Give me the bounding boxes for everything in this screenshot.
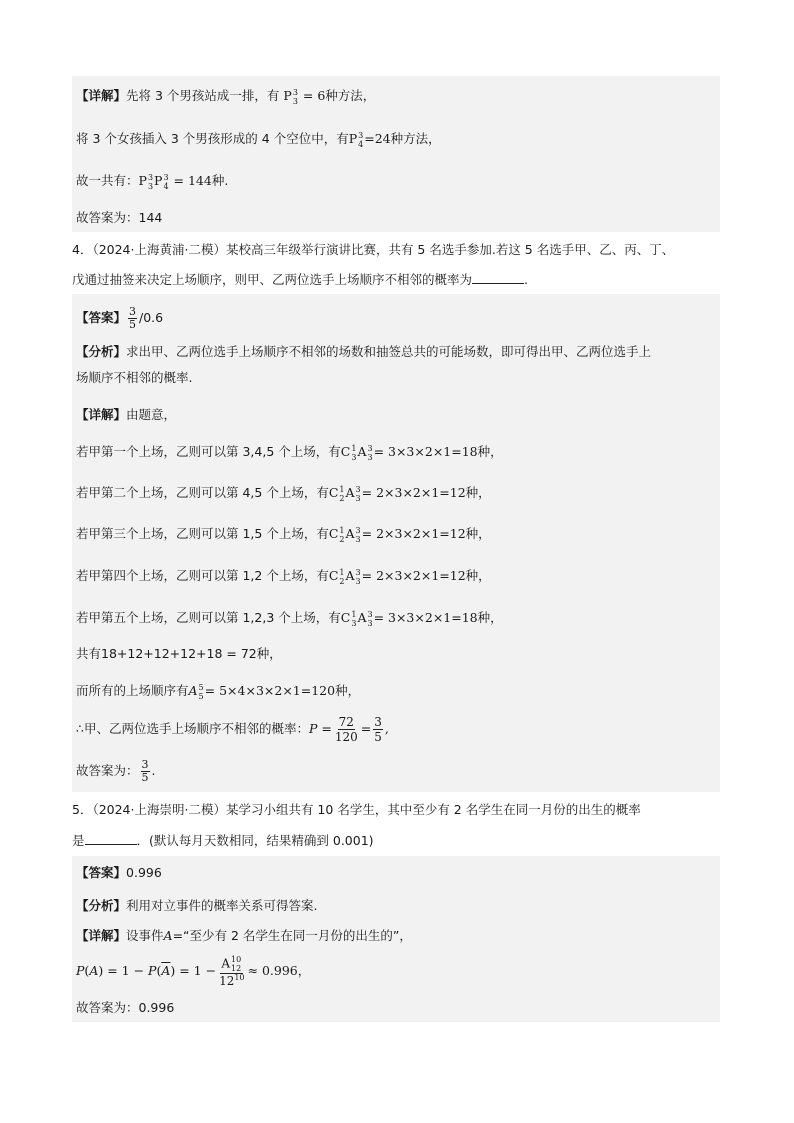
fraction-a12-10: A 10 12 $12^{10}$ [219,955,245,988]
math-product: P 3 3 P 3 4 = 144 [138,172,212,191]
fraction-3-5-c: $\frac{3}{5}$ [141,758,149,784]
q4-case-3: 若甲第三个上场，乙则可以第 1,5 个上场，有C 1 2 A 3 3 = 2×3×2×1=12种， [76,525,491,544]
q5-formula: $P(A) = 1 - P(\overline{A}) = 1$ − A 10 12 $12^{10}$ ≈ 0.996， [76,955,311,988]
q4-answer: 【答案】 $\frac{3}{5}$ /0.6 [76,305,164,331]
q4-final-answer: 故答案为： $\frac{3}{5}$ . [76,758,156,784]
math-p33: P 3 3 = 6 [283,87,326,106]
q4-stem-line-2: 戊通过抽签来决定上场顺序，则甲、乙两位选手上场顺序不相邻的概率为 . [72,272,528,287]
q5-detail: 【详解】设事件A=“至少有 2 名学生在同一月份的出生的”， [76,928,412,943]
fraction-3-5: $\frac{3}{5}$ [129,305,137,331]
q5-answer: 【答案】0.996 [76,865,162,880]
q3-detail-line-1: 【详解】先将 3 个男孩站成一排，有 P 3 3 = 6种方法， [76,87,376,106]
q5-stem-line-1: 5．（2024·上海崇明·二模）某学习小组共有 10 名学生，其中至少有 2 名学生在同一月份的出生的概率 [72,802,641,817]
q3-detail-line-2: 将 3 个女孩插入 3 个男孩形成的 4 个空位中，有P 3 4 =24种方法， [76,130,441,149]
q5-analysis: 【分析】利用对立事件的概率关系可得答案. [76,898,318,913]
q4-analysis-line-1: 【分析】求出甲、乙两位选手上场顺序不相邻的场数和抽签总共的可能场数，即可得出甲、乙两位选手上 [76,344,652,359]
q4-case-1: 若甲第一个上场，乙则可以第 3,4,5 个上场，有C 1 3 A 3 3 = 3×3×2×1=18种， [76,443,503,462]
q4-stem-line-1: 4．（2024·上海黄浦·二模）某校高三年级举行演讲比赛，共有 5 名选手参加.若这 5 名选手甲、乙、丙、丁、 [72,242,675,257]
q3-final-answer: 故答案为：144 [76,210,163,225]
q5-final-answer: 故答案为：0.996 [76,1000,175,1015]
fraction-72-120: $\frac{72}{120}$ [334,715,358,744]
fraction-3-5-b: $\frac{3}{5}$ [374,715,382,744]
q4-total: 而所有的上场顺序有A 5 5 = 5×4×3×2×1=120种， [76,682,361,701]
q5-answer-blank [85,832,137,845]
q4-case-5: 若甲第五个上场，乙则可以第 1,2,3 个上场，有C 1 3 A 3 3 = 3×3×2×1=18种， [76,609,503,628]
q3-detail-line-3: 故一共有：P 3 3 P 3 4 = 144种. [76,172,229,191]
q4-detail-intro: 【详解】由题意， [76,407,177,422]
math-p43: P 3 4 =24 [348,130,391,149]
q5-stem-line-2: 是 ．(默认每月天数相同，结果精确到 0.001) [72,833,374,848]
q4-case-4: 若甲第四个上场，乙则可以第 1,2 个上场，有C 1 2 A 3 3 = 2×3×2×1=12种， [76,567,491,586]
q4-answer-blank [472,271,524,284]
q4-analysis-line-2: 场顺序不相邻的概率. [76,370,193,385]
q4-case-2: 若甲第二个上场，乙则可以第 4,5 个上场，有C 1 2 A 3 3 = 2×3×2×1=12种， [76,484,491,503]
q4-probability: ∴甲、乙两位选手上场顺序不相邻的概率：P = $\frac{72}{120}$ = $\frac{3}{5}$ , [76,715,389,744]
q4-sum: 共有18+12+12+12+18 = 72种， [76,646,282,661]
